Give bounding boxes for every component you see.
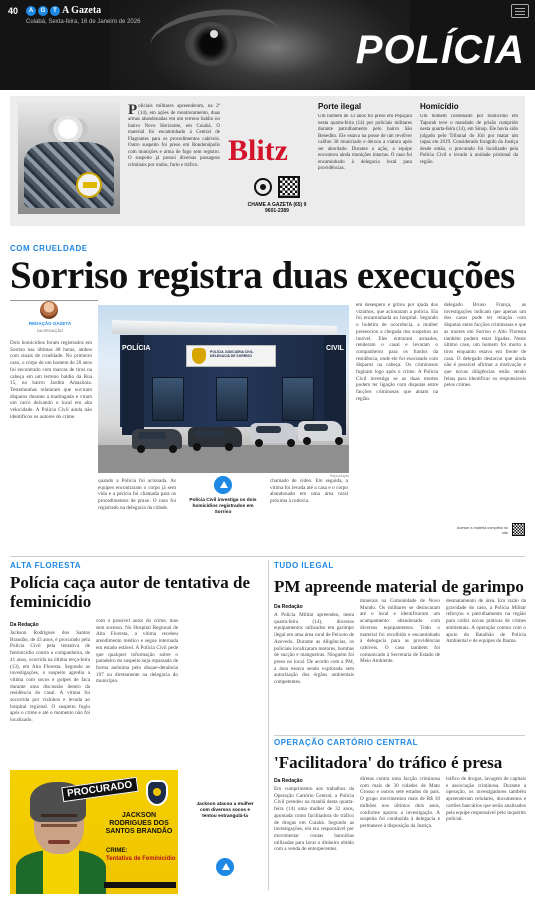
menu-icon [511,4,529,18]
station-window [216,377,248,421]
lead-headline: Sorriso registra duas execuções [10,254,515,297]
story4-headline: 'Facilitadora' do tráfico é presa [274,753,503,772]
contact-cta: CHAME A GAZETA (65) 9 9601-2389 [247,202,307,214]
story4-kicker: OPERAÇÃO CARTÓRIO CENTRAL [274,738,419,747]
lead-col1-text: Dois homicídios foram registrados em Sorriso nas últimas 48 horas, ambos com sinais de crueldade. No primeiro caso, o corpo de um homem de 28 anos foi encontrado com marcas de tiros na cabeça em um terreno baldio da Rua 15, no bairro Jardim Amazônia. Testemunhas relataram que ouviram disparos durante a madrugada e viram um carro deixando o local em alta velocidade. A Polícia Civil ainda não identificou os autores do crime. [10,340,92,420]
camera-icon [214,476,232,494]
photo-credit: Reprodução [330,474,350,478]
story4-byline: Da Redação [274,778,303,784]
brand-dot: T [50,6,60,16]
suspect-mouth [48,840,70,844]
story2-side-caption: Jackson atacou a mulher com diversos socos e tentou estrangulá-la [196,802,254,819]
blitz-lead-body: oliciais militares apreenderam, na 2ª (14), em ações de monitoramento, duas armas abandonadas em um terreno baldio no bairro Novo Horizonte, em Cuiabá. O material foi encaminhado à Central de Flagrantes para os procedimentos cabíveis. Outro suspeito foi preso em Rondonópolis com munições e arma de fogo sem registro. O suspeito já possui diversas passagens criminais por roubo, furto e tráfico. [128,104,220,168]
header-eye-iris [185,22,237,66]
station-ground [98,445,349,473]
story3-kicker: TUDO ILEGAL [274,561,334,570]
station-pillar-left-text: POLÍCIA [122,345,151,352]
police-emblem-icon [192,348,206,364]
police-seal-icon [146,780,168,806]
divider [10,556,525,557]
blitz-col2-text: Um homem condenado por homicídio em Tapurah teve o mandado de prisão cumprido nesta quarta-feira (14), em Sinop. Ele havia sido julgado pelo Tribunal do Júri por matar um rapaz em 2019. Considerado foragido da Justiça desde então, o procurado foi localizado pela Polícia Civil e levado à unidade prisional da região. [420,114,518,165]
station-window [152,377,184,421]
station-pillar-left [122,335,151,435]
crime-label: CRIME: [106,848,128,854]
section-title: POLÍCIA [355,28,525,72]
lead-photo-caption: Polícia Civil investiga os dois homicídios registrados em Sorriso [189,498,257,515]
header-eye-shine [210,30,218,38]
story3-col2-text: minerais na Comunidade de Novo Mundo. Os militares se deslocaram até o local e identificaram um acampamento abandonado com diversos equipamentos. Todo o material foi recolhido e encaminhado à delegacia para as providências cabíveis. O caso também foi comunicado à Secretaria de Estado de Meio Ambiente. [360,598,440,665]
police-car [188,427,242,447]
photo-flowers [48,116,88,142]
brand-name: A Gazeta [62,5,102,16]
brand-logo [26,6,60,16]
story2-headline: Polícia caça autor de tentativa de feminicídio [10,573,251,611]
story3-headline: PM apreende material de garimpo [274,577,524,596]
story2-byline: Da Redação [10,622,39,628]
police-car [132,429,182,449]
lead-col3-text: chamado de vídeo. Em seguida, a vítima foi levada até a casa e o corpo abandonado em uma área rural próxima à rodovia. [270,478,348,505]
wanted-poster [10,770,178,894]
divider [10,300,98,301]
story4-col1-text: Em cumprimento aos trabalhos da Operação Cartório Central, a Polícia Civil prendeu na manhã desta quarta-feira (14) uma mulher de 32 anos, apontada como facilitadora do tráfico de drogas em Cuiabá. Segundo as investigações, ela era responsável por movimentar contas bancárias utilizadas para lavar o dinheiro obtido com a venda de entorpecentes. [274,786,354,853]
station-sign-text: POLÍCIA JUDICIÁRIA CIVIL DELEGACIA DE SORRISO [210,350,254,359]
blitz-col2-title: Homicídio [420,102,459,111]
qr-label: Acesse a matéria completa no site [456,526,508,535]
suspect-brow [41,814,77,817]
blitz-lead-text [128,104,220,169]
author-name: REDAÇÃO GAZETA [28,321,72,326]
blitz-photo [18,102,120,214]
divider [274,735,525,736]
dateline: Cuiabá, Sexta-feira, 16 de Janeiro de 2026 [26,19,141,25]
photo-police-badge [76,172,102,198]
story3-col3-text: desmatamento de área. Em razão da gravidade do caso, a Polícia Militar reforçou o patrulhamento na região para coibir novas práticas de crimes ambientais. A operação contou com o apoio do Batalhão de Polícia Ambiental e de equipes do Ibama. [446,598,526,645]
column-divider [268,560,269,890]
lead-kicker: COM CRUELDADE [10,244,88,253]
blitz-col1-text: Um homem de 33 anos foi preso em Pejuçara nesta quarta-feira (14) por policiais militares durante patrulhamento pelo bairro São Benedito. Ele estava na posse de um revólver calibre 38 municiado e deixou a viatura após ser abordado. Durante a ação, a equipe encontrou ainda munições intactas. O caso foi encaminhado à delegacia local para providências. [318,114,412,171]
suspect-shirt [16,850,106,894]
station-pillar-right [324,335,346,435]
parked-car [250,423,296,443]
wanted-stamp: PROCURADO [61,777,138,802]
lead-col5-text: delegado Bruno França, as investigações indicam que apenas um dos casos pode ter relação com disputas entre facções criminosas e que as mortes em Sorriso e Alto Floresta também podem estar ligadas. Neste último caso, um homem foi morto a tiros enquanto estava em frente de casa. O delegado destacou que ainda não é possível afirmar a motivação e que novas diligências estão sendo feitas para identificar os responsáveis pelos crimes. [444,302,526,389]
parked-car [298,421,342,441]
station-pillar-right-text: CIVIL [326,345,344,352]
author-role: DA REDAÇÃO [36,328,64,333]
dropcap: P [128,102,138,118]
avatar [40,301,58,319]
crime-type: Tentativa de Feminicídio [106,856,176,862]
photo-seized-items [24,142,114,208]
poster-footer-bar [104,882,176,888]
blitz-col1-title: Porte ilegal [318,102,362,111]
lead-photo-police-station [98,305,349,473]
story2-col2-text: com o possível autor do crime, mas sem sucesso. No Hospital Regional de Alta Floresta, a vítima recebeu atendimento médico e segue internada em estado estável. A Polícia Civil pede que qualquer informação sobre o paradeiro do suspeito seja repassada de forma anônima pelo disque-denúncia 197 ou diretamente na delegacia do município. [96,618,178,685]
station-window [282,377,314,421]
story3-byline: Da Redação [274,604,303,610]
camera-icon [216,858,234,876]
qr-code-icon [278,176,300,198]
lead-col4-text: em desespero e gritou por ajuda dos vizinhos, que acionaram a polícia. Ela foi encaminhada ao hospital. Segundo o boletim de ocorrência, a mulher presenciou a chegada dos suspeitos ao imóvel. Eles entraram armados, renderam o casal e levaram o companheiro para os fundos da residência, onde ele foi executado com disparos na cabeça. Os criminosos fugiram logo após o crime. A Polícia Civil investiga se as duas mortes podem ter ligação com disputas entre facções criminosas que atuam na região. [356,302,438,402]
story4-col3-text: tráfico de drogas, lavagem de capitais e associação criminosa. Durante a operação, os investigadores também apreenderam celulares, documentos e cartões bancários que serão analisados pela equipe responsável pelo inquérito policial. [446,776,526,823]
lead-col2-text: quando a Polícia foi acionada. As equipes encontraram o corpo já sem vida e a perícia foi chamada para os procedimentos de praxe. O caso foi registrado na delegacia da cidade. [98,478,176,511]
suspect-name: JACKSON RODRIGUES DOS SANTOS BRANDÃO [105,812,173,835]
brand-dot: G [38,6,48,16]
section-header [0,0,535,90]
story2-col1-text: Jackson Rodrigues dos Santos Brandão, de 43 anos, é procurado pela Polícia Civil pela tentativa de feminicídio contra a companheira, de 41 anos, ocorrida na última terça-feira (13), em Alta Floresta. Segundo as investigações, o suspeito agrediu a vítima com socos e golpes de faca durante uma discussão dentro da residência do casal. A vítima foi socorrida por vizinhos e levada ao hospital regional. O suspeito fugiu após o crime e até o momento não foi localizado. [10,630,90,724]
blitz-logo: Blitz [228,134,288,167]
brand-dot: A [26,6,36,16]
story2-kicker: ALTA FLORESTA [10,561,82,570]
page-number: 40 [8,6,19,16]
qr-code-icon [512,523,525,536]
story4-col2-text: diretas contra uma facção criminosa com mais de 30 cidades de Mato Grosso e outros sete estados do país. O grupo movimentou mais de R$ 10 milhões nos últimos dois anos, conforme apurou a investigação. A suspeita foi conduzida à delegacia e permanece à disposição da Justiça. [360,776,440,829]
blitz-box [10,96,525,226]
story3-col1-text: A Polícia Militar apreendeu, nesta quarta-feira (14), diversos equipamentos utilizados em garimpo ilegal em uma área rural de Peixoto de Azevedo. Durante as diligências, os policiais localizaram motores, bombas de sucção e mangueiras. Ninguém foi preso no local. De acordo com a PM, a área estava sendo explorada sem autorização dos órgãos ambientais competentes. [274,612,354,686]
whatsapp-icon [254,178,272,196]
